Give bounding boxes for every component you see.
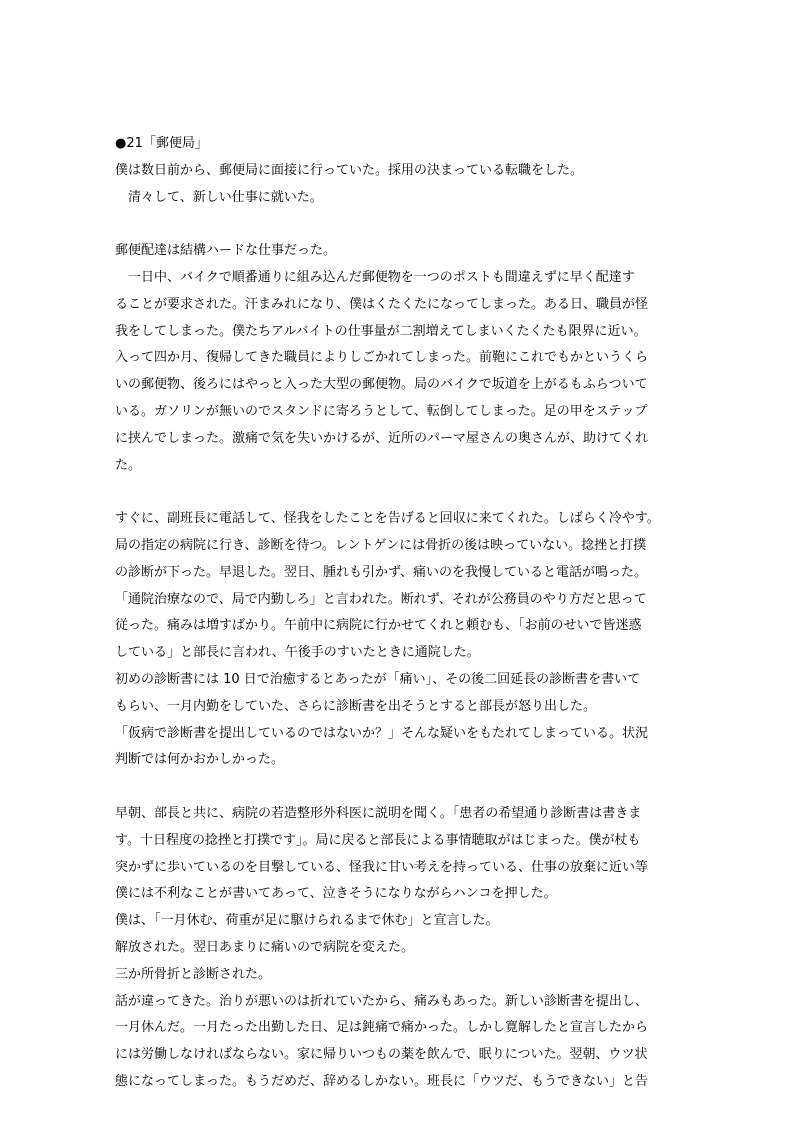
text-line: 初めの診断書には 10 日で治癒するとあったが「痛い」、その後二回延長の診断書を書いて <box>115 671 641 687</box>
text-line: 僕には不利なことが書いてあって、泣きそうになりながらハンコを押した。 <box>115 886 557 902</box>
text-line: 一月休んだ。一月たった出勤した日、足は鈍痛で痛かった。しかし寛解したと宣言したから <box>115 1020 649 1036</box>
text-line: いの郵便物、後ろにはやっと入った大型の郵便物。局のバイクで坂道を上がるもふらついて <box>115 377 648 393</box>
text-line: 「通院治療なので、局で内勤しろ」と言われた。断れず、それが公務員のやり方だと思って <box>115 591 647 607</box>
text-line: の診断が下った。早退した。翌日、腫れも引かず、痛いのを我慢していると電話が鳴った。 <box>115 564 647 580</box>
text-line: 局の指定の病院に行き、診断を待つ。レントゲンには骨折の後は映っていない。捻挫と打撲 <box>115 537 647 553</box>
text-line: 解放された。翌日あまりに痛いので病院を変えた。 <box>115 939 415 955</box>
text-line: している」と部長に言われ、午後手のすいたときに通院した。 <box>115 645 480 661</box>
text-line: もらい、一月内勤をしていた、さらに診断書を出そうとすると部長が怒り出した。 <box>115 698 597 714</box>
text-line: 清々して、新しい仕事に就いた。 <box>115 189 323 205</box>
blank-line <box>115 774 687 801</box>
text-line: 入って四か月、復帰してきた職員によりしごかれてしまった。前鞄にこれでもかというくら <box>115 350 649 366</box>
text-line: 我をしてしまった。僕たちアルバイトの仕事量が二割増えてしまいくたくたも限界に近い。 <box>115 323 647 339</box>
blank-line <box>115 211 687 238</box>
text-line: には労働しなければならない。家に帰りいつもの薬を飲んで、眠りについた。翌朝、ウツ状 <box>115 1047 648 1063</box>
text-line: 一日中、バイクで順番通りに組み込んだ郵便物を一つのポストも間違えずに早く配達す <box>115 269 635 285</box>
text-line: 突かずに歩いているのを目撃している、怪我に甘い考えを持っている、仕事の放棄に近い等 <box>115 859 649 875</box>
text-line: 早朝、部長と共に、病院の若造整形外科医に説明を聞く。「患者の希望通り診断書は書きま <box>115 805 642 821</box>
text-line: ることが要求された。汗まみれになり、僕はくたくたになってしまった。ある日、職員が怪 <box>115 296 649 312</box>
text-line: 三か所骨折と診断された。 <box>115 966 272 982</box>
text-line: 僕は数日前から、郵便局に面接に行っていた。採用の決まっている転職をした。 <box>115 162 584 178</box>
text-line: す。十日程度の捻挫と打撲です」。局に戻ると部長による事情聴取がはじまった。僕が杖も <box>115 832 641 848</box>
text-line: 僕は、「一月休む、荷重が足に駆けられるまで休む」と宣言した。 <box>115 913 499 929</box>
text-line: 「仮病で診断書を提出しているのではないか？」そんな疑いをもたれてしまっている。状況 <box>115 725 649 741</box>
text-line: 従った。痛みは増すばかり。午前中に病院に行かせてくれと頼むも、「お前のせいで皆迷惑 <box>115 618 642 634</box>
text-line: 態になってしまった。もうだめだ、辞めるしかない。班長に「ウツだ、もうできない」と告 <box>115 1073 649 1089</box>
text-line: 話が違ってきた。治りが悪いのは折れていたから、痛みもあった。新しい診断書を提出し、 <box>115 993 648 1009</box>
document-body <box>115 131 687 1096</box>
blank-line <box>115 479 687 506</box>
text-line: いる。ガソリンが無いのでスタンドに寄ろうとして、転倒してしまった。足の甲をステップ <box>115 403 648 419</box>
text-line: に挟んでしまった。激痛で気を失いかけるが、近所のパーマ屋さんの奥さんが、助けてくれ <box>115 430 649 446</box>
text-line: 判断では何かおかしかった。 <box>115 752 285 768</box>
text-line: 郵便配達は結構ハードな仕事だった。 <box>115 243 337 259</box>
text-line: すぐに、副班長に電話して、怪我をしたことを告げると回収に来てくれた。しばらく冷やす。 <box>115 511 660 527</box>
text-line: た。 <box>115 457 142 473</box>
section-heading: ●21「郵便局」 <box>115 136 208 151</box>
